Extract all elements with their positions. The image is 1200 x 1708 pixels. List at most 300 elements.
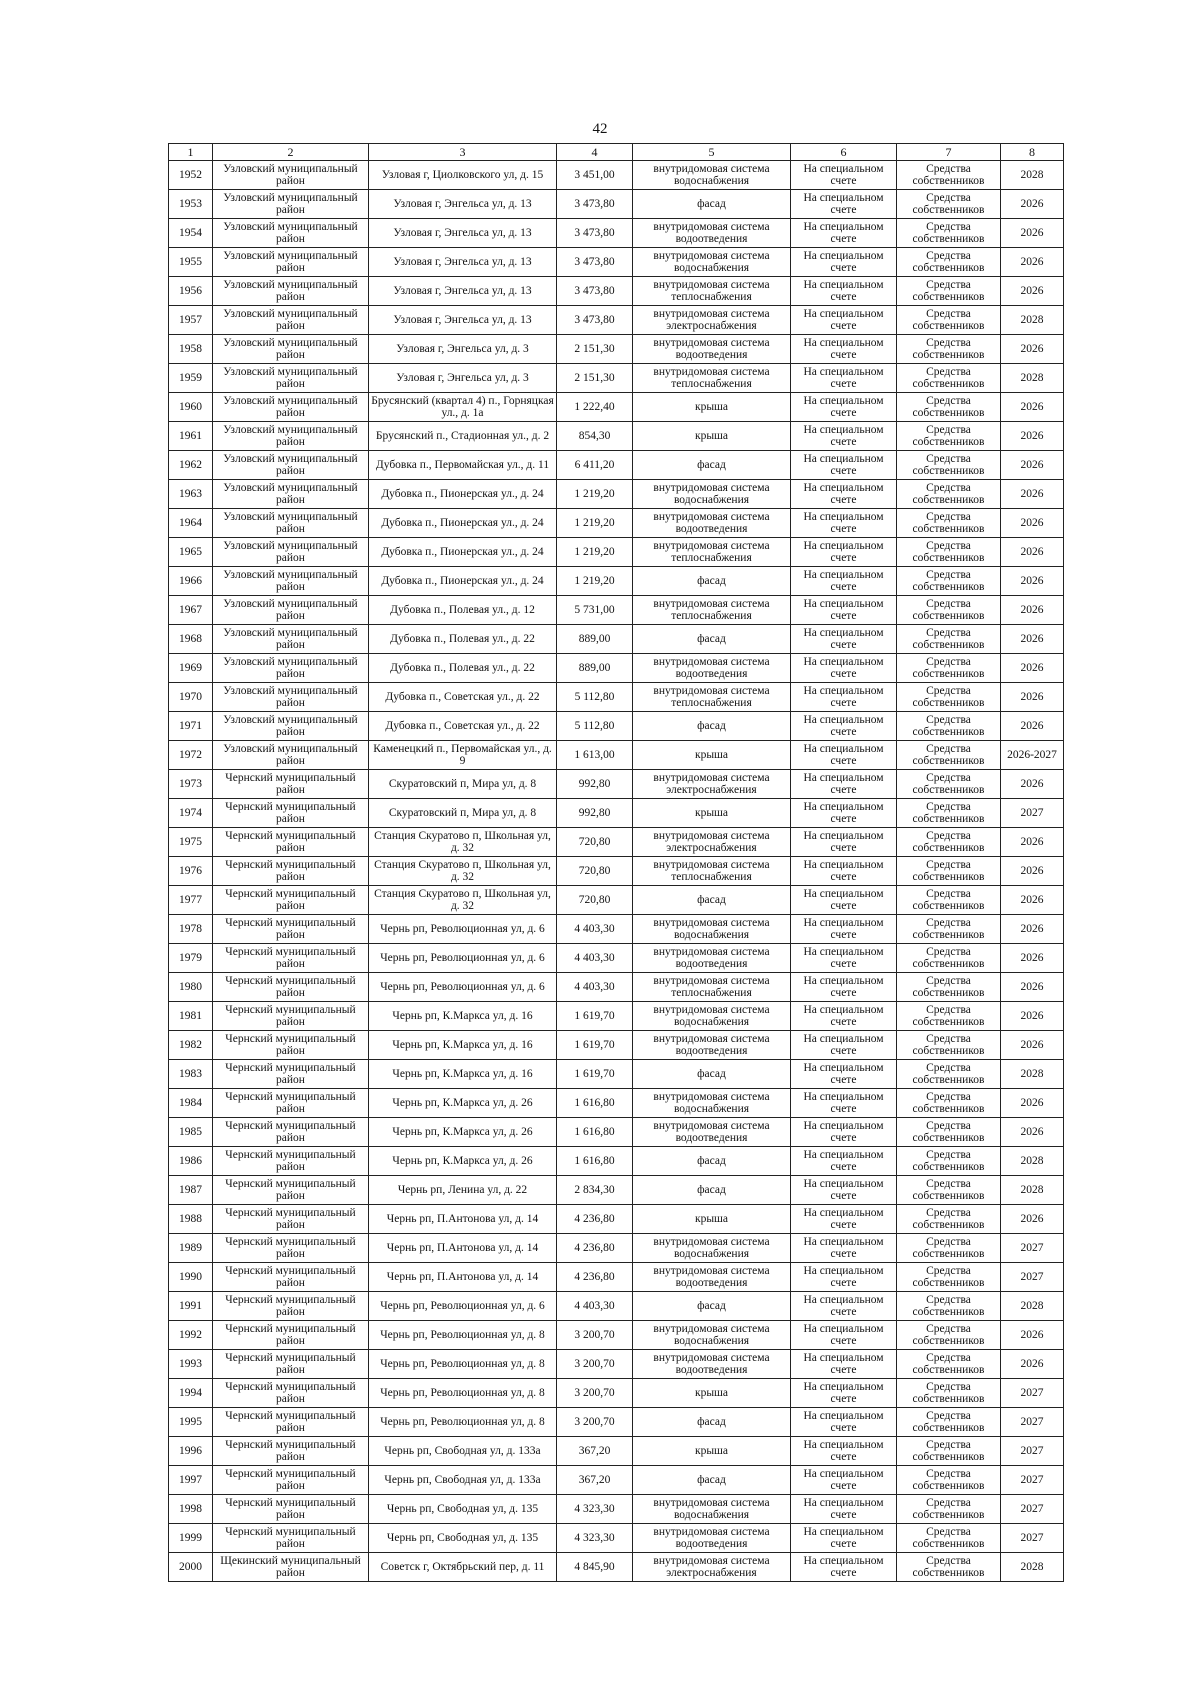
- funding-source: Средства собственников: [897, 248, 1001, 277]
- fund-account: На специальном счете: [791, 538, 897, 567]
- house-address: Дубовка п., Пионерская ул., д. 24: [369, 538, 557, 567]
- planned-year: 2026: [1001, 712, 1064, 741]
- fund-account: На специальном счете: [791, 1031, 897, 1060]
- house-area: 1 222,40: [557, 393, 633, 422]
- fund-account: На специальном счете: [791, 277, 897, 306]
- repair-work-type: крыша: [633, 741, 791, 770]
- district-name: Чернский муниципальный район: [213, 1031, 369, 1060]
- planned-year: 2026: [1001, 857, 1064, 886]
- repair-work-type: внутридомовая система электроснабжения: [633, 828, 791, 857]
- house-area: 367,20: [557, 1466, 633, 1495]
- funding-source: Средства собственников: [897, 451, 1001, 480]
- district-name: Чернский муниципальный район: [213, 857, 369, 886]
- funding-source: Средства собственников: [897, 393, 1001, 422]
- planned-year: 2028: [1001, 1292, 1064, 1321]
- house-area: 720,80: [557, 857, 633, 886]
- house-area: 4 403,30: [557, 944, 633, 973]
- row-number: 1954: [169, 219, 213, 248]
- house-address: Чернь рп, Свободная ул, д. 135: [369, 1495, 557, 1524]
- fund-account: На специальном счете: [791, 799, 897, 828]
- row-number: 1996: [169, 1437, 213, 1466]
- house-address: Дубовка п., Пионерская ул., д. 24: [369, 509, 557, 538]
- district-name: Узловский муниципальный район: [213, 422, 369, 451]
- fund-account: На специальном счете: [791, 770, 897, 799]
- district-name: Чернский муниципальный район: [213, 1263, 369, 1292]
- planned-year: 2026: [1001, 335, 1064, 364]
- district-name: Чернский муниципальный район: [213, 1002, 369, 1031]
- house-address: Чернь рп, П.Антонова ул, д. 14: [369, 1205, 557, 1234]
- house-area: 3 473,80: [557, 219, 633, 248]
- repair-work-type: крыша: [633, 422, 791, 451]
- house-area: 1 613,00: [557, 741, 633, 770]
- house-area: 3 473,80: [557, 306, 633, 335]
- planned-year: 2028: [1001, 364, 1064, 393]
- fund-account: На специальном счете: [791, 1234, 897, 1263]
- row-number: 1983: [169, 1060, 213, 1089]
- row-number: 1956: [169, 277, 213, 306]
- row-number: 1960: [169, 393, 213, 422]
- district-name: Узловский муниципальный район: [213, 219, 369, 248]
- district-name: Чернский муниципальный район: [213, 1118, 369, 1147]
- funding-source: Средства собственников: [897, 480, 1001, 509]
- repair-work-type: внутридомовая система водоотведения: [633, 1031, 791, 1060]
- house-area: 3 473,80: [557, 190, 633, 219]
- funding-source: Средства собственников: [897, 915, 1001, 944]
- repair-work-type: внутридомовая система водоснабжения: [633, 915, 791, 944]
- row-number: 1987: [169, 1176, 213, 1205]
- table-row: [169, 306, 1064, 335]
- funding-source: Средства собственников: [897, 1118, 1001, 1147]
- district-name: Чернский муниципальный район: [213, 1379, 369, 1408]
- table-row: [169, 1234, 1064, 1263]
- row-number: 1953: [169, 190, 213, 219]
- row-number: 1970: [169, 683, 213, 712]
- table-row: [169, 1524, 1064, 1553]
- row-number: 1976: [169, 857, 213, 886]
- planned-year: 2028: [1001, 1176, 1064, 1205]
- district-name: Узловский муниципальный район: [213, 277, 369, 306]
- house-address: Чернь рп, Революционная ул, д. 8: [369, 1379, 557, 1408]
- house-address: Узловая г, Энгельса ул, д. 13: [369, 219, 557, 248]
- house-area: 1 619,70: [557, 1002, 633, 1031]
- row-number: 1955: [169, 248, 213, 277]
- header-row: [169, 144, 1064, 161]
- district-name: Чернский муниципальный район: [213, 1321, 369, 1350]
- district-name: Чернский муниципальный район: [213, 1292, 369, 1321]
- repair-work-type: фасад: [633, 625, 791, 654]
- house-area: 3 473,80: [557, 277, 633, 306]
- house-area: 992,80: [557, 770, 633, 799]
- row-number: 1995: [169, 1408, 213, 1437]
- row-number: 1988: [169, 1205, 213, 1234]
- row-number: 1963: [169, 480, 213, 509]
- repair-work-type: внутридомовая система водоотведения: [633, 509, 791, 538]
- row-number: 1959: [169, 364, 213, 393]
- planned-year: 2026: [1001, 451, 1064, 480]
- row-number: 1967: [169, 596, 213, 625]
- house-area: 1 619,70: [557, 1031, 633, 1060]
- table-row: [169, 422, 1064, 451]
- fund-account: На специальном счете: [791, 306, 897, 335]
- table-row: [169, 335, 1064, 364]
- planned-year: 2026: [1001, 248, 1064, 277]
- house-area: 992,80: [557, 799, 633, 828]
- row-number: 1975: [169, 828, 213, 857]
- house-area: 1 616,80: [557, 1147, 633, 1176]
- table-row: [169, 1379, 1064, 1408]
- district-name: Узловский муниципальный район: [213, 625, 369, 654]
- table-row: [169, 1031, 1064, 1060]
- funding-source: Средства собственников: [897, 364, 1001, 393]
- repair-work-type: внутридомовая система теплоснабжения: [633, 364, 791, 393]
- repair-work-type: внутридомовая система теплоснабжения: [633, 973, 791, 1002]
- repair-work-type: внутридомовая система водоснабжения: [633, 480, 791, 509]
- fund-account: На специальном счете: [791, 944, 897, 973]
- planned-year: 2026: [1001, 944, 1064, 973]
- fund-account: На специальном счете: [791, 422, 897, 451]
- district-name: Чернский муниципальный район: [213, 1408, 369, 1437]
- district-name: Чернский муниципальный район: [213, 799, 369, 828]
- planned-year: 2026: [1001, 1089, 1064, 1118]
- repair-work-type: крыша: [633, 1379, 791, 1408]
- funding-source: Средства собственников: [897, 857, 1001, 886]
- repair-work-type: фасад: [633, 1176, 791, 1205]
- table-row: [169, 1002, 1064, 1031]
- planned-year: 2026: [1001, 973, 1064, 1002]
- repair-work-type: внутридомовая система водоотведения: [633, 654, 791, 683]
- funding-source: Средства собственников: [897, 1321, 1001, 1350]
- funding-source: Средства собственников: [897, 1002, 1001, 1031]
- fund-account: На специальном счете: [791, 1089, 897, 1118]
- planned-year: 2026: [1001, 1205, 1064, 1234]
- district-name: Чернский муниципальный район: [213, 1089, 369, 1118]
- repair-work-type: внутридомовая система водоотведения: [633, 1524, 791, 1553]
- row-number: 1999: [169, 1524, 213, 1553]
- table-row: [169, 451, 1064, 480]
- fund-account: На специальном счете: [791, 335, 897, 364]
- house-address: Дубовка п., Советская ул., д. 22: [369, 712, 557, 741]
- column-header: 8: [1001, 144, 1064, 161]
- planned-year: 2026: [1001, 509, 1064, 538]
- house-address: Советск г, Октябрьский пер, д. 11: [369, 1553, 557, 1582]
- fund-account: На специальном счете: [791, 625, 897, 654]
- house-address: Чернь рп, Революционная ул, д. 8: [369, 1408, 557, 1437]
- district-name: Щекинский муниципальный район: [213, 1553, 369, 1582]
- planned-year: 2027: [1001, 1263, 1064, 1292]
- fund-account: На специальном счете: [791, 1292, 897, 1321]
- district-name: Чернский муниципальный район: [213, 1466, 369, 1495]
- house-area: 5 731,00: [557, 596, 633, 625]
- funding-source: Средства собственников: [897, 973, 1001, 1002]
- fund-account: На специальном счете: [791, 451, 897, 480]
- house-address: Чернь рп, Революционная ул, д. 6: [369, 1292, 557, 1321]
- district-name: Узловский муниципальный район: [213, 335, 369, 364]
- house-address: Чернь рп, Революционная ул, д. 6: [369, 973, 557, 1002]
- planned-year: 2028: [1001, 161, 1064, 190]
- row-number: 1974: [169, 799, 213, 828]
- repair-work-type: внутридомовая система водоснабжения: [633, 1495, 791, 1524]
- table-row: [169, 1147, 1064, 1176]
- house-area: 5 112,80: [557, 712, 633, 741]
- funding-source: Средства собственников: [897, 1437, 1001, 1466]
- row-number: 1992: [169, 1321, 213, 1350]
- planned-year: 2027: [1001, 1234, 1064, 1263]
- house-area: 2 151,30: [557, 364, 633, 393]
- house-area: 889,00: [557, 654, 633, 683]
- house-address: Брусянский п., Стадионная ул., д. 2: [369, 422, 557, 451]
- house-address: Каменецкий п., Первомайская ул., д. 9: [369, 741, 557, 770]
- house-area: 1 616,80: [557, 1089, 633, 1118]
- house-address: Узловая г, Энгельса ул, д. 13: [369, 277, 557, 306]
- house-area: 4 403,30: [557, 973, 633, 1002]
- house-area: 4 845,90: [557, 1553, 633, 1582]
- fund-account: На специальном счете: [791, 973, 897, 1002]
- district-name: Чернский муниципальный район: [213, 1234, 369, 1263]
- table-row: [169, 857, 1064, 886]
- district-name: Узловский муниципальный район: [213, 190, 369, 219]
- district-name: Чернский муниципальный район: [213, 915, 369, 944]
- house-address: Дубовка п., Пионерская ул., д. 24: [369, 567, 557, 596]
- fund-account: На специальном счете: [791, 1553, 897, 1582]
- funding-source: Средства собственников: [897, 161, 1001, 190]
- house-address: Дубовка п., Пионерская ул., д. 24: [369, 480, 557, 509]
- repair-work-type: внутридомовая система водоотведения: [633, 335, 791, 364]
- funding-source: Средства собственников: [897, 1553, 1001, 1582]
- planned-year: 2027: [1001, 1408, 1064, 1437]
- column-header: 5: [633, 144, 791, 161]
- table-row: [169, 1089, 1064, 1118]
- repair-work-type: внутридомовая система электроснабжения: [633, 306, 791, 335]
- fund-account: На специальном счете: [791, 190, 897, 219]
- repair-work-type: крыша: [633, 393, 791, 422]
- row-number: 1966: [169, 567, 213, 596]
- fund-account: На специальном счете: [791, 828, 897, 857]
- house-address: Дубовка п., Полевая ул., д. 12: [369, 596, 557, 625]
- funding-source: Средства собственников: [897, 509, 1001, 538]
- table-row: [169, 944, 1064, 973]
- planned-year: 2028: [1001, 1147, 1064, 1176]
- planned-year: 2026: [1001, 1321, 1064, 1350]
- house-address: Брусянский (квартал 4) п., Горняцкая ул., д. 1а: [369, 393, 557, 422]
- funding-source: Средства собственников: [897, 219, 1001, 248]
- table-row: [169, 683, 1064, 712]
- planned-year: 2026: [1001, 654, 1064, 683]
- table-row: [169, 1495, 1064, 1524]
- row-number: 1958: [169, 335, 213, 364]
- capital-repair-table: [168, 143, 1064, 1582]
- fund-account: На специальном счете: [791, 1379, 897, 1408]
- planned-year: 2027: [1001, 1466, 1064, 1495]
- fund-account: На специальном счете: [791, 886, 897, 915]
- repair-work-type: внутридомовая система теплоснабжения: [633, 538, 791, 567]
- planned-year: 2026: [1001, 422, 1064, 451]
- planned-year: 2026: [1001, 828, 1064, 857]
- funding-source: Средства собственников: [897, 625, 1001, 654]
- house-address: Чернь рп, К.Маркса ул, д. 16: [369, 1031, 557, 1060]
- repair-work-type: внутридомовая система теплоснабжения: [633, 277, 791, 306]
- repair-work-type: крыша: [633, 1437, 791, 1466]
- house-area: 4 323,30: [557, 1495, 633, 1524]
- funding-source: Средства собственников: [897, 1495, 1001, 1524]
- repair-work-type: крыша: [633, 799, 791, 828]
- funding-source: Средства собственников: [897, 770, 1001, 799]
- fund-account: На специальном счете: [791, 1437, 897, 1466]
- repair-work-type: внутридомовая система электроснабжения: [633, 770, 791, 799]
- row-number: 1952: [169, 161, 213, 190]
- table-row: [169, 1350, 1064, 1379]
- house-address: Чернь рп, Революционная ул, д. 8: [369, 1350, 557, 1379]
- table-row: [169, 654, 1064, 683]
- house-area: 889,00: [557, 625, 633, 654]
- row-number: 1986: [169, 1147, 213, 1176]
- district-name: Узловский муниципальный район: [213, 654, 369, 683]
- row-number: 1964: [169, 509, 213, 538]
- district-name: Чернский муниципальный район: [213, 1060, 369, 1089]
- repair-work-type: внутридомовая система водоотведения: [633, 219, 791, 248]
- planned-year: 2026: [1001, 393, 1064, 422]
- planned-year: 2026: [1001, 190, 1064, 219]
- district-name: Узловский муниципальный район: [213, 538, 369, 567]
- fund-account: На специальном счете: [791, 712, 897, 741]
- planned-year: 2026: [1001, 683, 1064, 712]
- house-area: 1 616,80: [557, 1118, 633, 1147]
- district-name: Чернский муниципальный район: [213, 770, 369, 799]
- table-row: [169, 915, 1064, 944]
- house-area: 4 236,80: [557, 1234, 633, 1263]
- table-row: [169, 625, 1064, 654]
- district-name: Чернский муниципальный район: [213, 886, 369, 915]
- house-address: Дубовка п., Полевая ул., д. 22: [369, 654, 557, 683]
- repair-work-type: внутридомовая система водоотведения: [633, 944, 791, 973]
- repair-work-type: внутридомовая система теплоснабжения: [633, 683, 791, 712]
- table-row: [169, 1321, 1064, 1350]
- planned-year: 2026: [1001, 1002, 1064, 1031]
- planned-year: 2026: [1001, 480, 1064, 509]
- house-address: Дубовка п., Полевая ул., д. 22: [369, 625, 557, 654]
- table-row: [169, 364, 1064, 393]
- column-header: 4: [557, 144, 633, 161]
- table-row: [169, 480, 1064, 509]
- repair-work-type: фасад: [633, 190, 791, 219]
- district-name: Узловский муниципальный район: [213, 712, 369, 741]
- funding-source: Средства собственников: [897, 422, 1001, 451]
- repair-work-type: внутридомовая система водоснабжения: [633, 161, 791, 190]
- fund-account: На специальном счете: [791, 161, 897, 190]
- district-name: Узловский муниципальный район: [213, 364, 369, 393]
- house-area: 3 200,70: [557, 1350, 633, 1379]
- house-area: 1 219,20: [557, 509, 633, 538]
- row-number: 1972: [169, 741, 213, 770]
- fund-account: На специальном счете: [791, 364, 897, 393]
- repair-work-type: фасад: [633, 451, 791, 480]
- funding-source: Средства собственников: [897, 277, 1001, 306]
- table-row: [169, 277, 1064, 306]
- house-area: 1 219,20: [557, 567, 633, 596]
- house-address: Чернь рп, К.Маркса ул, д. 26: [369, 1118, 557, 1147]
- planned-year: 2026: [1001, 1350, 1064, 1379]
- repair-work-type: внутридомовая система водоснабжения: [633, 1089, 791, 1118]
- repair-work-type: фасад: [633, 886, 791, 915]
- column-header: 7: [897, 144, 1001, 161]
- repair-work-type: внутридомовая система теплоснабжения: [633, 596, 791, 625]
- district-name: Узловский муниципальный район: [213, 741, 369, 770]
- fund-account: На специальном счете: [791, 567, 897, 596]
- house-area: 720,80: [557, 886, 633, 915]
- district-name: Узловский муниципальный район: [213, 161, 369, 190]
- table-row: [169, 596, 1064, 625]
- column-header: 2: [213, 144, 369, 161]
- funding-source: Средства собственников: [897, 1234, 1001, 1263]
- funding-source: Средства собственников: [897, 1060, 1001, 1089]
- house-address: Чернь рп, П.Антонова ул, д. 14: [369, 1263, 557, 1292]
- repair-work-type: фасад: [633, 1147, 791, 1176]
- fund-account: На специальном счете: [791, 741, 897, 770]
- house-address: Чернь рп, Свободная ул, д. 133а: [369, 1466, 557, 1495]
- planned-year: 2026: [1001, 1031, 1064, 1060]
- funding-source: Средства собственников: [897, 596, 1001, 625]
- house-address: Узловая г, Энгельса ул, д. 3: [369, 364, 557, 393]
- repair-work-type: фасад: [633, 567, 791, 596]
- fund-account: На специальном счете: [791, 1350, 897, 1379]
- table-row: [169, 1437, 1064, 1466]
- planned-year: 2026: [1001, 625, 1064, 654]
- house-address: Узловая г, Энгельса ул, д. 13: [369, 306, 557, 335]
- district-name: Чернский муниципальный район: [213, 1147, 369, 1176]
- house-area: 6 411,20: [557, 451, 633, 480]
- funding-source: Средства собственников: [897, 712, 1001, 741]
- funding-source: Средства собственников: [897, 683, 1001, 712]
- repair-work-type: внутридомовая система электроснабжения: [633, 1553, 791, 1582]
- row-number: 1982: [169, 1031, 213, 1060]
- house-address: Чернь рп, Ленина ул, д. 22: [369, 1176, 557, 1205]
- house-address: Чернь рп, Свободная ул, д. 135: [369, 1524, 557, 1553]
- district-name: Чернский муниципальный район: [213, 1176, 369, 1205]
- repair-work-type: фасад: [633, 1060, 791, 1089]
- repair-work-type: внутридомовая система водоснабжения: [633, 1002, 791, 1031]
- table-row: [169, 1292, 1064, 1321]
- table-row: [169, 973, 1064, 1002]
- house-address: Дубовка п., Первомайская ул., д. 11: [369, 451, 557, 480]
- table-row: [169, 828, 1064, 857]
- row-number: 1984: [169, 1089, 213, 1118]
- table-row: [169, 1060, 1064, 1089]
- house-address: Чернь рп, Революционная ул, д. 6: [369, 944, 557, 973]
- row-number: 1962: [169, 451, 213, 480]
- house-area: 1 219,20: [557, 538, 633, 567]
- row-number: 1994: [169, 1379, 213, 1408]
- district-name: Узловский муниципальный район: [213, 306, 369, 335]
- district-name: Чернский муниципальный район: [213, 973, 369, 1002]
- funding-source: Средства собственников: [897, 190, 1001, 219]
- district-name: Узловский муниципальный район: [213, 683, 369, 712]
- funding-source: Средства собственников: [897, 886, 1001, 915]
- column-header: 3: [369, 144, 557, 161]
- funding-source: Средства собственников: [897, 1031, 1001, 1060]
- row-number: 1981: [169, 1002, 213, 1031]
- repair-work-type: фасад: [633, 1408, 791, 1437]
- house-address: Чернь рп, К.Маркса ул, д. 16: [369, 1002, 557, 1031]
- table-row: [169, 886, 1064, 915]
- house-address: Дубовка п., Советская ул., д. 22: [369, 683, 557, 712]
- repair-work-type: внутридомовая система водоснабжения: [633, 1321, 791, 1350]
- row-number: 1977: [169, 886, 213, 915]
- fund-account: На специальном счете: [791, 1205, 897, 1234]
- table-row: [169, 799, 1064, 828]
- funding-source: Средства собственников: [897, 335, 1001, 364]
- district-name: Узловский муниципальный район: [213, 393, 369, 422]
- house-area: 720,80: [557, 828, 633, 857]
- row-number: 1980: [169, 973, 213, 1002]
